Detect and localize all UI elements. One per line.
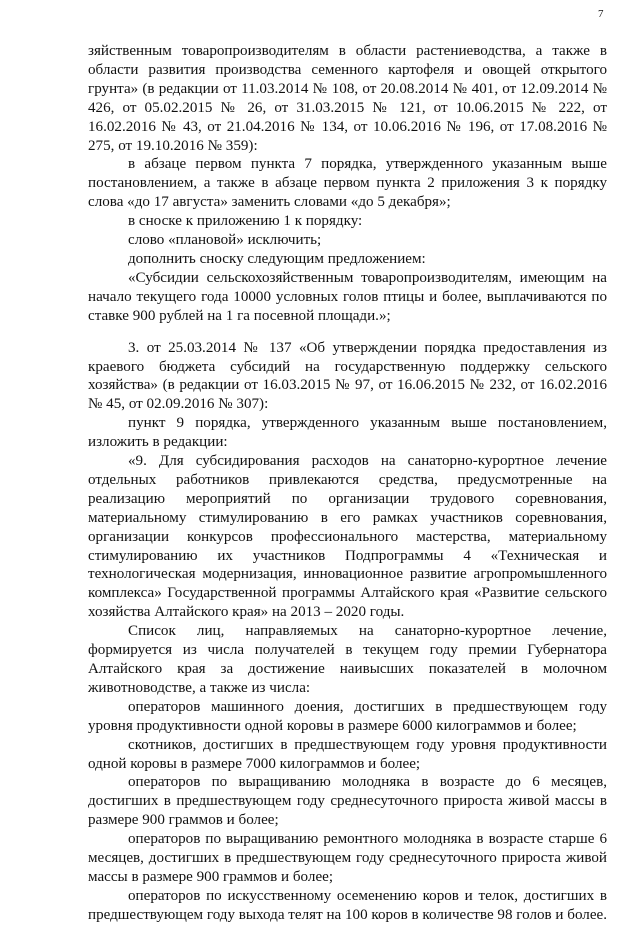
list-item-replacement-stock-operators: операторов по выращиванию ремонтного молодняка в возрасте старше 6 месяцев, достигших в предшествующем году среднесуточного прироста живой массы в размере 900 граммов и более; bbox=[88, 831, 607, 885]
paragraph-point-9-intro: пункт 9 порядка, утвержденного указанным выше постановлением, изложить в редакции: bbox=[88, 415, 607, 451]
paragraph-list-intro: Список лиц, направляемых на санаторно-курортное лечение, формируется из числа получателей в текущем году премии Губернатора Алтайского края за достижение наивысших показателей в молочном животноводстве, а также из числа: bbox=[88, 623, 607, 696]
list-item-young-stock-operators: операторов по выращиванию молодняка в возрасте до 6 месяцев, достигших в предшествующем году среднесуточного прироста живой массы в размере 900 граммов и более; bbox=[88, 774, 607, 829]
document-body bbox=[88, 42, 607, 925]
paragraph-footnote-add: дополнить сноску следующим предложением: bbox=[128, 250, 426, 267]
list-item-stockmen: скотников, достигших в предшествующем году уровня продуктивности одной коровы в размере 7000 килограммов и более; bbox=[88, 736, 607, 772]
list-item-insemination-operators: операторов по искусственному осеменению коров и телок, достигших в предшествующем году выхода телят на 100 коров в количестве 98 голов и более. bbox=[88, 887, 608, 923]
paragraph-footnote-intro: в сноске к приложению 1 к порядку: bbox=[128, 213, 363, 230]
list-item-milking-operators: операторов машинного доения, достигших в предшествующем году уровня продуктивности одной коровы в размере 6000 килограммов и более; bbox=[88, 698, 607, 734]
paragraph-amendment-deadline: в абзаце первом пункта 7 порядка, утвержденного указанным выше постановлением, а также в абзаце первом пункта 2 приложения 3 к порядку слова «до 17 августа» заменить словами «до 5 декабря»; bbox=[88, 156, 607, 211]
paragraph-item-3: 3. от 25.03.2014 № 137 «Об утверждении порядка предоставления из краевого бюджета субсидий на государственную поддержку сельского хозяйства» (в редакции от 16.03.2015 № 97, от 16.06.2015 № 232, от 16.02.2016 № 45, от 02.09.2016 № 307): bbox=[88, 339, 607, 413]
paragraph-point-9-text: «9. Для субсидирования расходов на санаторно-курортное лечение отдельных работников привлекаются средства, предусмотренные на реализацию мероприятий по организации трудового соревнования, материальному стимулированию в его рамках участников соревнования, организации конкурсов профессионального мастерства, материальному стимулированию их участников Подпрограммы 4 «Техническая и технологическая модернизация, инновационное развитие агропромышленного комплекса» Государственной программы Алтайского края «Развитие сельского хозяйства Алтайского края» на 2013 – 2020 годы. bbox=[88, 453, 607, 621]
paragraph-word-exclude: слово «плановой» исключить; bbox=[128, 232, 322, 249]
paragraph-subsidy-quote: «Субсидии сельскохозяйственным товаропроизводителям, имеющим на начало текущего года 10000 условных голов птицы и более, выплачиваются по ставке 900 рублей на 1 га посевной площади.»; bbox=[88, 269, 607, 324]
paragraph-continuation: зяйственным товаропроизводителям в области растениеводства, а также в области развития производства семенного картофеля и овощей открытого грунта» (в редакции от 11.03.2014 № 108, от 20.08.2014 № 401, от 12.09.2014 № 426, от 05.02.2015 № 26, от 31.03.2015 № 121, от 10.06.2015 № 222, от 16.02.2016 № 43, от 21.04.2016 № 134, от 10.06.2016 № 196, от 17.08.2016 № 275, от 19.10.2016 № 359): bbox=[88, 43, 607, 154]
page-number: 7 bbox=[598, 8, 604, 20]
